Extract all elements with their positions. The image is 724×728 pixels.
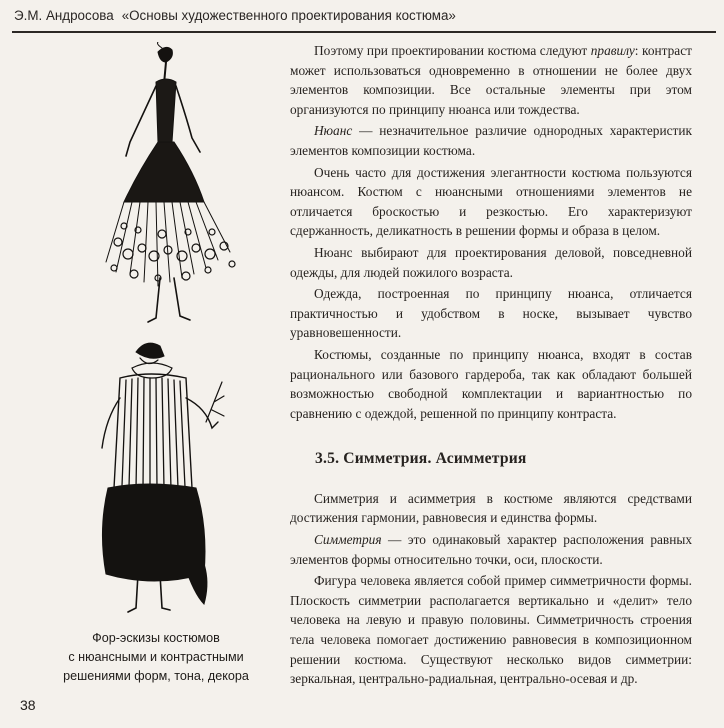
paragraph: Очень часто для достижения элегантности костюма пользуются нюансом. Костюм с нюансными отношениями элементов не отличается броскостью и резкостью. Его характеризуют сдержанность, деликатность в решении формы и образа в целом. [290,164,692,239]
fashion-sketch-2 [86,338,246,626]
fashion-sketch-1 [98,42,248,327]
body-text [290,41,692,689]
caption-line: решениями форм, тона, декора [63,669,249,683]
paragraph: Фигура человека является собой пример симметричности формы. Плоскость симметрии располагается вертикально и «делит» тело человека на левую и правую половины. Симметричность строения тела человека помогает достижению равновесия в композиционном решении костюма. Существуют несколько видов симметрии: зеркальная, центрально-радиальная, центрально-осевая и др. [290,573,692,687]
book-title: «Основы художественного проектирования костюма» [121,8,456,23]
section-title: 3.5. Симметрия. Асимметрия [315,450,527,468]
caption-line: Фор-эскизы костюмов [92,631,220,645]
paragraph: Костюмы, созданные по принципу нюанса, входят в состав рационального или базового гардероба, так как обладают большей возможностью свободной комплектации и вариантностью по сравнению с одеждой, решенной по принципу контраста. [290,346,692,421]
author-name: Э.М. Андросова [14,8,114,23]
paragraph: Симметрия — это одинаковый характер расположения равных элементов формы относительно точки, оси, плоскости. [290,532,692,567]
page-number: 38 [20,697,36,713]
paragraph: Симметрия и асимметрия в костюме являются средствами достижения гармонии, равновесия и единства формы. [290,490,692,526]
paragraph: Поэтому при проектировании костюма следуют правилу: контраст может использоваться одновременно в отношении не более двух элементов композиции. Все остальные элементы при этом организуются по принципу нюанса или тождества. [290,43,692,117]
figure-caption [36,629,276,686]
running-head [14,8,710,23]
paragraph: Одежда, построенная по принципу нюанса, отличается практичностью и удобством в носке, вызывает чувство уравновешенности. [290,286,692,341]
caption-line: с нюансными и контрастными [68,650,244,664]
paragraph: Нюанс — незначительное различие однородных характеристик элементов композиции костюма. [290,123,692,158]
header-rule [12,31,716,33]
paragraph: Нюанс выбирают для проектирования деловой, повседневной одежды, для людей пожилого возраста. [290,244,692,280]
